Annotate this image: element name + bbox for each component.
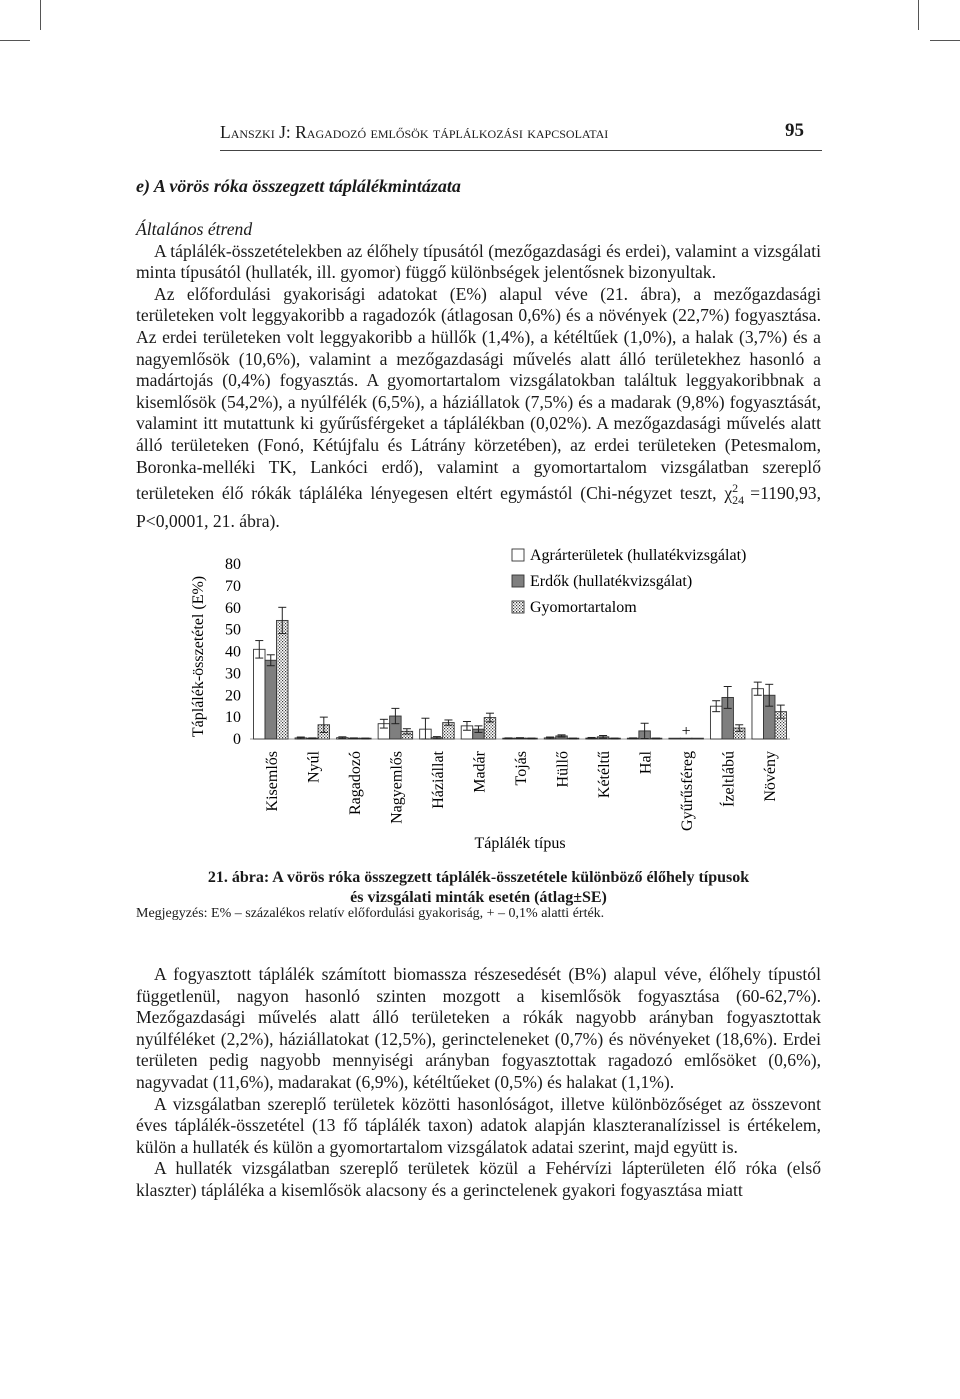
x-tick-label: Háziállat [429,751,447,809]
figure-note: Megjegyzés: E% – százalékos relatív előfordulási gyakoriság, + – 0,1% alatti érték. [136,906,605,921]
annotation-plus: + [681,723,691,740]
legend-swatch-1 [512,549,524,561]
x-tick-label: Nyúl [305,751,323,783]
y-axis-label: Táplálék-összetétel (E%) [190,575,207,738]
section-title: e) A vörös róka összegzett táplálékmintázata [136,176,461,196]
x-tick-label: Tojás [513,751,530,786]
x-tick-label: Növény [762,751,780,802]
x-tick-label: Hal [637,751,655,775]
crop-mark-left-top [0,40,30,41]
x-tick-label: Hüllő [554,751,572,788]
x-tick-label: Kétéltű [596,751,614,799]
body-text-top [136,219,821,533]
legend-swatch-2 [512,575,524,587]
paragraph-3: A fogyasztott táplálék számított biomassza részesedését (B%) alapul véve, élőhely típustól függetlenül, nagyon hasonló szinten mozgott a kisemlősök fogyasztása (60-62,7%). Mezőgazdasági művelés alatt álló területeken a rókák nagyobb arányban fogyasztottak nyúlféléket (2,2%), háziállatokat (12,5%), gerincteleneket (0,7%) és növényeket (18,6%). Erdei területen pedig nagyobb mennyiségi arányban fogyasztottak ragadozó emlősöket (0,6%), nagyvadat (11,6%), madarakat (6,9%), kétéltűeket (0,5%) és halakat (1,1%). [136,964,821,1092]
paragraph-2: Az előfordulási gyakorisági adatokat (E%) alapul véve (21. ábra), a mezőgazdasági területeken volt leggyakoribb a ragadozók (átlagosan 0,6%) és a növények (22,7%) fogyasztása. Az erdei területeken volt leggyakoribb a hüllők (1,4%), a kétéltűek (1,0%), a halak (3,7%) és a nagyemlősök (10,6%), valamint a mezőgazdasági művelés alatt álló területekhez hasonló a madártojás (0,4%) fogyasztás. A gyomortartalom vizsgálatokban találtuk leggyakoribbnak a kisemlősök (54,2%), a nyúlfélék (6,5%), a háziállatok (7,5%) és a madarak (9,8%) fogyasztását, valamint itt mutattunk ki gyűrűsférgeket a táplálékban (0,02%). A mezőgazdasági művelés alatt álló területeken (Fonó, Kétújfalu és Látrány körzetében), az erdei területeken (Petesmalom, Boronka-melléki TK, Lankóci erdő), valamint a gyomortartalom vizsgálatban szereplő területeken élő rókák tápláléka lényegesen eltért egymástól (Chi-négyzet teszt, $\chi^2_{24} =1190,93$, P<0,0001, 21. ábra). [136,283,821,532]
x-tick-label: Nagyemlős [388,751,406,824]
y-tick-label: 80 [225,556,241,573]
paragraph-4: A vizsgálatban szereplő területek közötti hasonlóságot, illetve különbözőséget az összevont éves táplálék-összetétel (13 fő táplálék taxon) adatok alapján klaszteranalízissel is értékelem, külön a hullaték és külön a gyomortartalom vizsgálatok adatai szerint, majd együtt is. [136,1093,821,1157]
figure-caption [136,868,821,908]
crop-mark-right-top [930,40,960,41]
paragraph-5: A hullaték vizsgálatban szereplő területek közül a Fehérvízi lápterületen élő róka (első klaszter) tápláléka a kisemlősök alacsony és a gerinctelenek gyakori fogyasztása miatt [136,1158,821,1200]
y-tick-label: 40 [225,643,241,661]
bar-kisemlős-series-3 [277,620,289,739]
y-tick-label: 0 [233,731,241,748]
y-tick-label: 10 [225,709,241,727]
bar-növény-series-1 [752,689,764,739]
subsection-title: Általános étrend [136,219,253,239]
crop-mark-top-left [40,0,41,30]
crop-mark-top-right [918,0,919,30]
bar-kisemlős-series-1 [254,649,266,739]
y-tick-label: 70 [225,577,241,595]
page-number: 95 [785,120,804,141]
x-tick-label: Madár [471,751,489,793]
x-tick-label: Ragadozó [346,751,364,815]
x-tick-label: Kisemlős [263,751,281,812]
paragraph-1: A táplálék-összetételekben az élőhely típusától (mezőgazdasági és erdei), valamint a vizsgálati minta típusától (hullaték, ill. gyomor) függő különbségek jelentősnek bizonyultak. [136,240,821,283]
legend-swatch-3 [512,601,524,613]
running-header [220,120,822,151]
legend-label-2: Erdők (hullatékvizsgálat) [530,573,693,590]
y-tick-label: 50 [225,621,241,639]
figure-caption-line-2: és vizsgálati minták esetén (átlag±SE) [350,889,607,906]
x-tick-label: Gyűrűsféreg [679,751,697,831]
legend-label-3: Gyomortartalom [530,599,637,616]
figure-caption-line-1: 21. ábra: A vörös róka összegzett táplálék-összetétele különböző élőhely típusok [207,869,750,886]
running-head: Lanszki J: Ragadozó emlősök táplálkozási kapcsolatai [220,122,609,142]
legend-label-1: Agrárterületek (hullatékvizsgálat) [530,548,747,564]
bar-gyűrűsféreg-series-1 [669,738,681,739]
bar-chart [0,548,960,868]
y-tick-label: 60 [225,599,241,617]
y-tick-label: 30 [225,665,241,683]
y-tick-label: 20 [225,687,241,705]
x-axis-label: Táplálék típus [474,835,566,852]
bar-gyűrűsféreg-series-3 [692,738,704,739]
body-text-bottom [136,964,821,1202]
x-tick-label: Ízeltlábú [720,751,738,807]
bar-kisemlős-series-2 [265,660,277,739]
